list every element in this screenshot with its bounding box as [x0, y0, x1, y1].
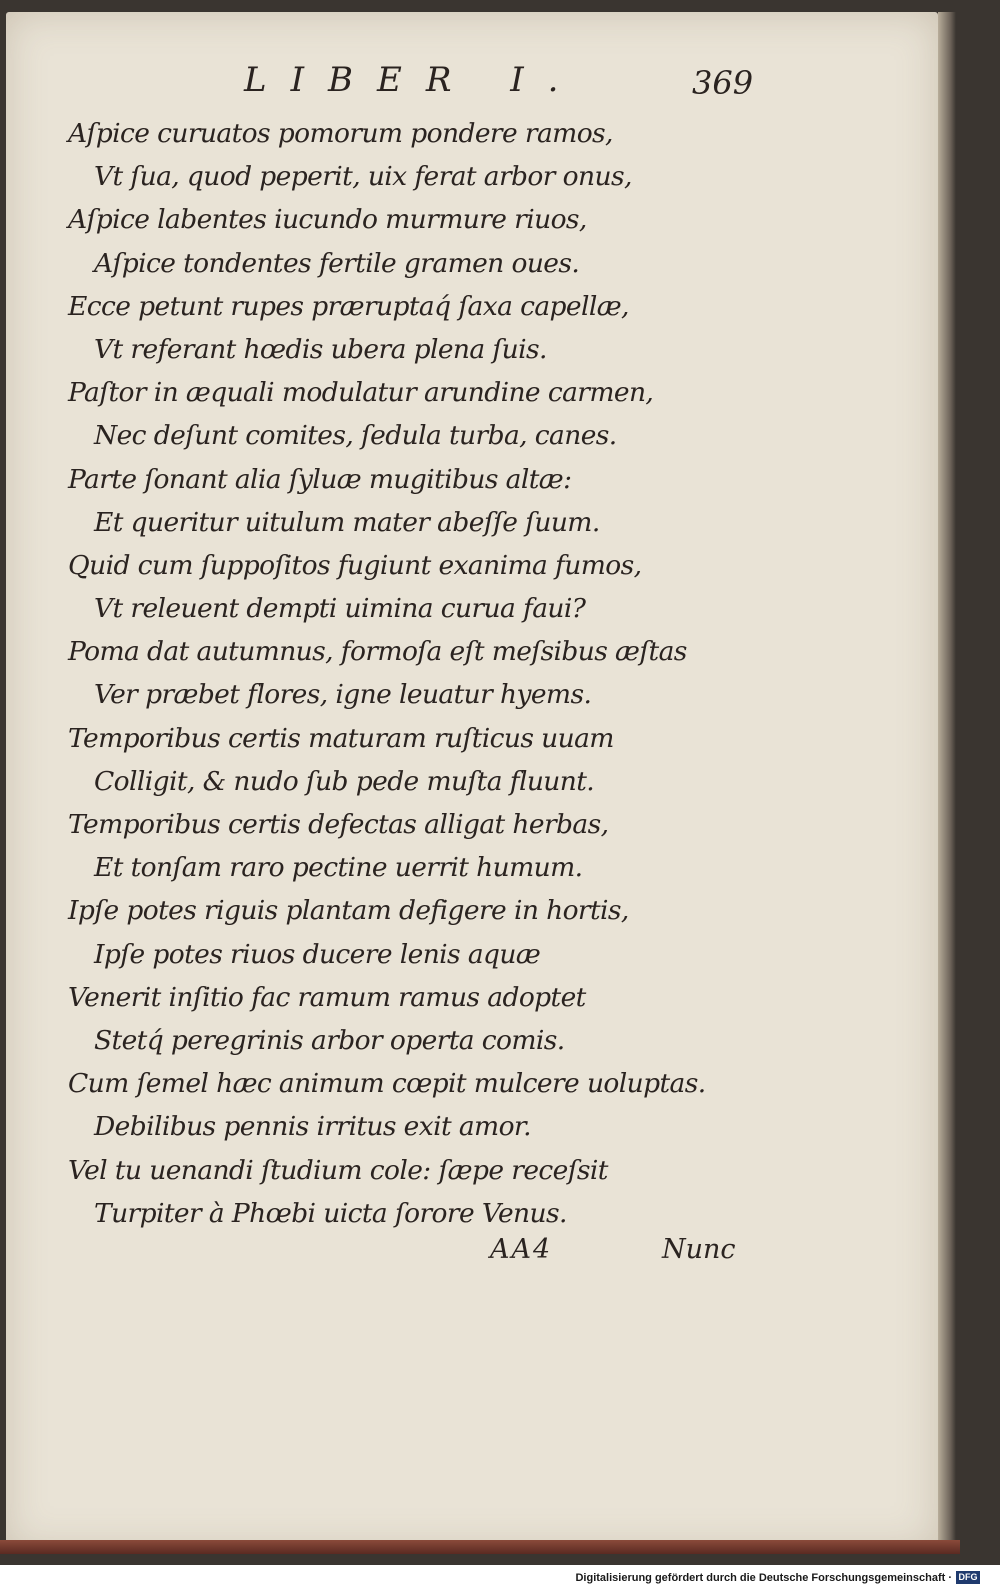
verse-line: Turpiter à Phœbi uicta ſorore Venus.	[94, 1197, 567, 1229]
verse-line: Cum ſemel hæc animum cœpit mulcere uoluptas.	[68, 1068, 706, 1100]
verse-line: Et queritur uitulum mater abeſſe ſuum.	[94, 506, 600, 538]
dfg-logo: DFG	[956, 1571, 980, 1584]
verse-line: Poma dat autumnus, formoſa eſt meſsibus æſtas	[68, 636, 687, 668]
running-title: LIBER I.	[244, 60, 583, 100]
verse-line: Venerit inſitio fac ramum ramus adoptet	[68, 981, 586, 1013]
verse-line: Vt referant hœdis ubera plena ſuis.	[94, 333, 547, 365]
page-number: 369	[692, 64, 754, 102]
verse-line: Paſtor in æquali modulatur arundine carmen,	[68, 377, 654, 409]
verse-line: Aſpice labentes iucundo murmure riuos,	[68, 204, 587, 236]
verse-line: Vt releuent dempti uimina curua faui?	[94, 593, 586, 625]
credit-text: Digitalisierung gefördert durch die Deutsche Forschungsgemeinschaft ·	[575, 1572, 952, 1584]
verse-line: Ecce petunt rupes præruptaq́ ſaxa capellæ,	[68, 290, 629, 322]
verse-line: Vel tu uenandi ſtudium cole: ſæpe receſsit	[68, 1154, 608, 1186]
verse-line: Et tonſam raro pectine uerrit humum.	[94, 852, 583, 884]
verse-line: Debilibus pennis irritus exit amor.	[94, 1111, 531, 1143]
verse-line: Ipſe potes riguis plantam defigere in hortis,	[68, 895, 629, 927]
verse-line: Parte ſonant alia ſyluæ mugitibus altæ:	[68, 463, 572, 495]
signature-mark: AA4	[490, 1234, 553, 1265]
verse-list	[66, 112, 706, 1235]
book-page	[6, 12, 938, 1550]
verse-line: Colligit, & nudo ſub pede muſta fluunt.	[94, 765, 595, 797]
verse-line: Ipſe potes riuos ducere lenis aquæ	[94, 938, 541, 970]
verse-line: Stetq́ peregrinis arbor operta comis.	[94, 1024, 565, 1056]
verse-line: Nec deſunt comites, ſedula turba, canes.	[94, 420, 617, 452]
verse-line: Aſpice curuatos pomorum pondere ramos,	[68, 118, 613, 149]
verse-line: Vt ſua, quod peperit, uix ferat arbor onus,	[94, 161, 632, 193]
verse-line: Ver præbet flores, igne leuatur hyems.	[94, 679, 592, 711]
page-edge	[938, 12, 956, 1550]
verse-line: Quid cum ſuppoſitos fugiunt exanima fumos,	[68, 549, 642, 581]
page-footer	[6, 1234, 938, 1278]
verse-line: Temporibus certis defectas alligat herbas,	[68, 809, 609, 840]
catchword: Nunc	[662, 1234, 736, 1265]
verse-line: Temporibus certis maturam ruſticus uuam	[68, 722, 614, 754]
verse-line: Aſpice tondentes fertile gramen oues.	[94, 247, 580, 279]
running-head	[6, 60, 938, 108]
binding-edge	[0, 1540, 960, 1554]
credit-bar	[0, 1565, 1000, 1591]
